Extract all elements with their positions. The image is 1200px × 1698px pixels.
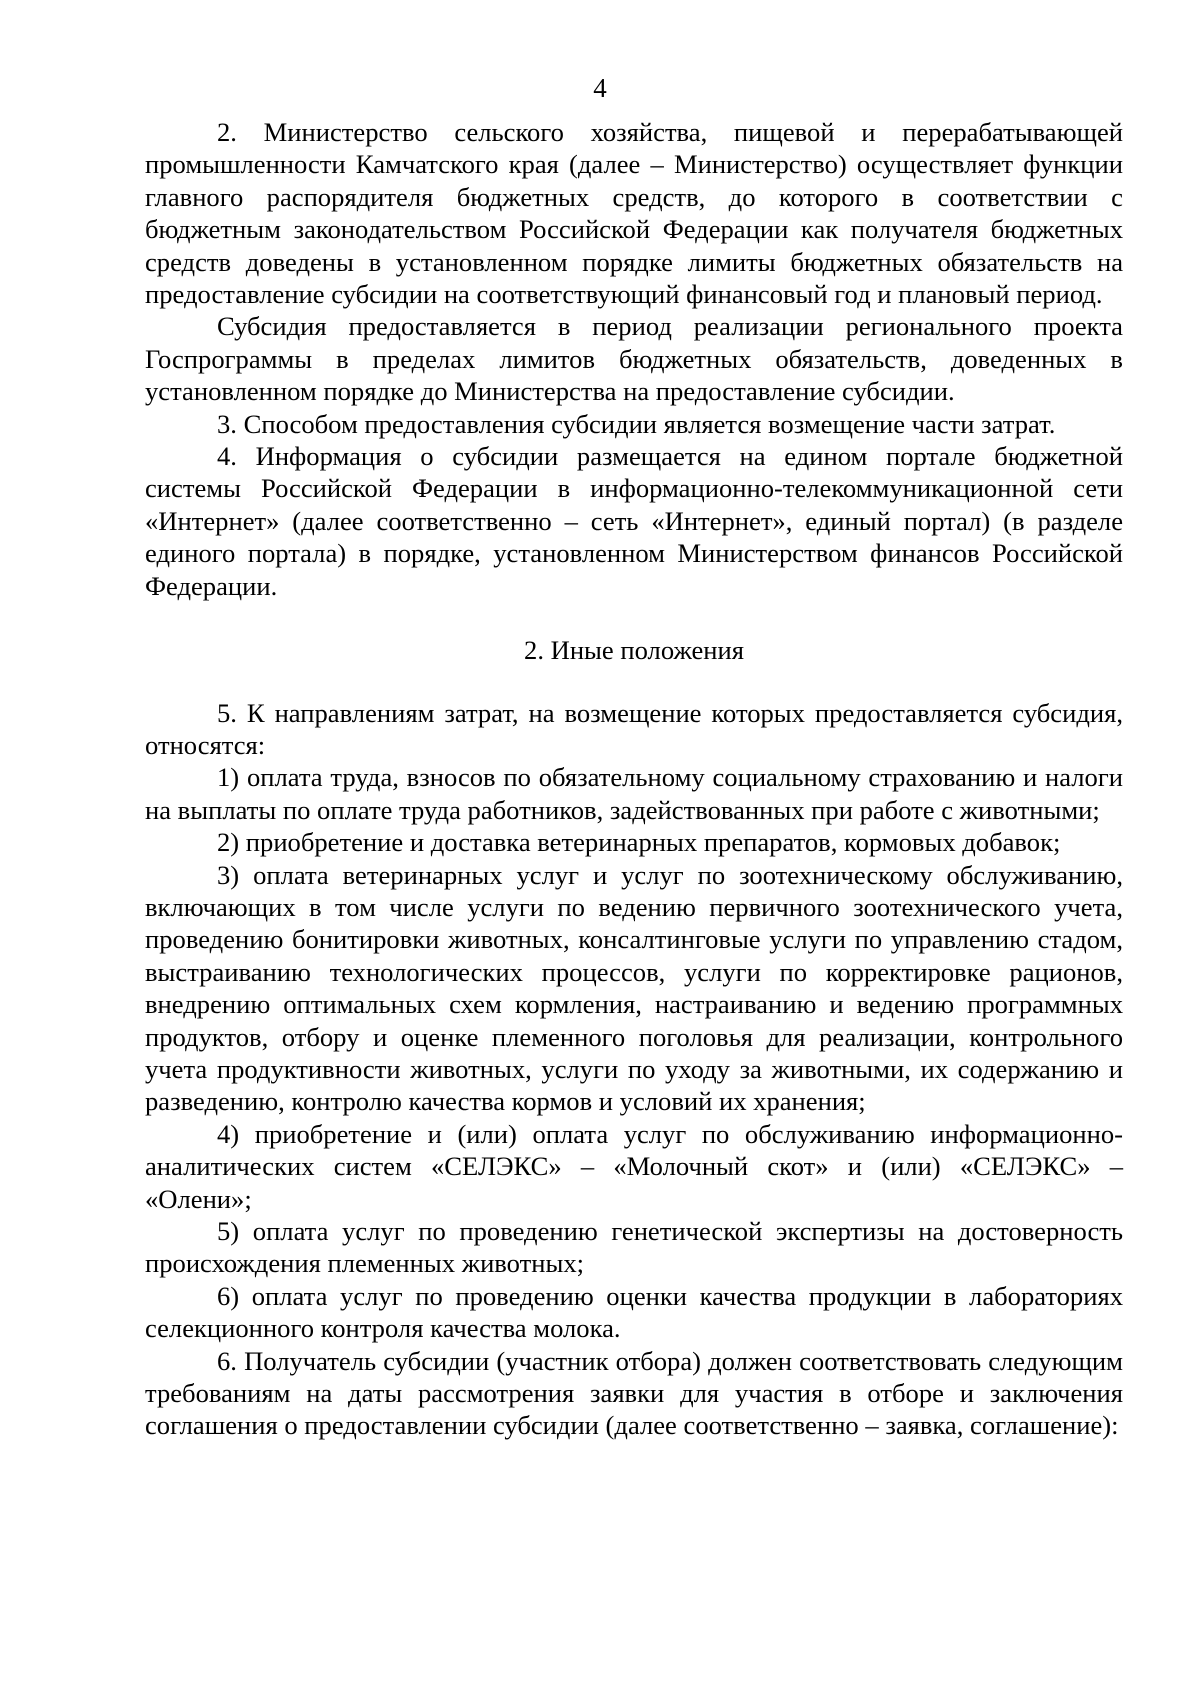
list-item-5: 5) оплата услуг по проведению генетической экспертизы на достоверность происхождения племенных животных;: [145, 1216, 1123, 1279]
list-item-4: 4) приобретение и (или) оплата услуг по обслуживанию информационно-аналитических систем «СЕЛЭКС» – «Молочный скот» и (или) «СЕЛЭКС» – «Олени»;: [145, 1118, 1123, 1214]
document-body: [145, 116, 1123, 1442]
paragraph-item-3: 3. Способом предоставления субсидии является возмещение части затрат.: [217, 408, 1056, 439]
list-item-3: 3) оплата ветеринарных услуг и услуг по зоотехническому обслуживанию, включающих в том числе услуги по ведению первичного зоотехнического учета, проведению бонитировки животных, консалтинговые услуги по управлению стадом, выстраиванию технологических процессов, услуги по корректировке рационов, внедрению оптимальных схем кормления, настраиванию и ведению программных продуктов, отбору и оценке племенного поголовья для реализации, контрольного учета продуктивности животных, услуги по уходу за животными, их содержанию и разведению, контролю качества кормов и условий их хранения;: [145, 859, 1123, 1117]
paragraph-item-6: 6. Получатель субсидии (участник отбора) должен соответствовать следующим требованиям на даты рассмотрения заявки для участия в отборе и заключения соглашения о предоставлении субсидии (далее соответственно – заявка, соглашение):: [145, 1345, 1123, 1441]
list-item-2: 2) приобретение и доставка ветеринарных препаратов, кормовых добавок;: [217, 827, 1061, 858]
paragraph-item-2: 2. Министерство сельского хозяйства, пищевой и перерабатывающей промышленности Камчатского края (далее – Министерство) осуществляет функции главного распорядителя бюджетных средств, до которого в соответствии с бюджетным законодательством Российской Федерации как получателя бюджетных средств доведены в установленном порядке лимиты бюджетных обязательств на предоставление субсидии на соответствующий финансовый год и плановый период.: [145, 117, 1123, 310]
page-number: 4: [593, 73, 607, 103]
paragraph-item-4: 4. Информация о субсидии размещается на едином портале бюджетной системы Российской Федерации в информационно-телекоммуникационной сети «Интернет» (далее соответственно – сеть «Интернет», единый портал) (в разделе единого портала) в порядке, установленном Министерством финансов Российской Федерации.: [145, 441, 1123, 601]
paragraph-item-5: 5. К направлениям затрат, на возмещение которых предоставляется субсидия, относятся:: [145, 697, 1123, 760]
paragraph-subsidy-period: Субсидия предоставляется в период реализации регионального проекта Госпрограммы в пределах лимитов бюджетных обязательств, доведенных в установленном порядке до Министерства на предоставление субсидии.: [145, 311, 1123, 407]
list-item-6: 6) оплата услуг по проведению оценки качества продукции в лабораториях селекционного контроля качества молока.: [145, 1280, 1123, 1344]
section-heading: 2. Иные положения: [524, 635, 744, 666]
list-item-1: 1) оплата труда, взносов по обязательному социальному страхованию и налоги на выплаты по оплате труда работников, задействованных при работе с животными;: [145, 762, 1123, 825]
